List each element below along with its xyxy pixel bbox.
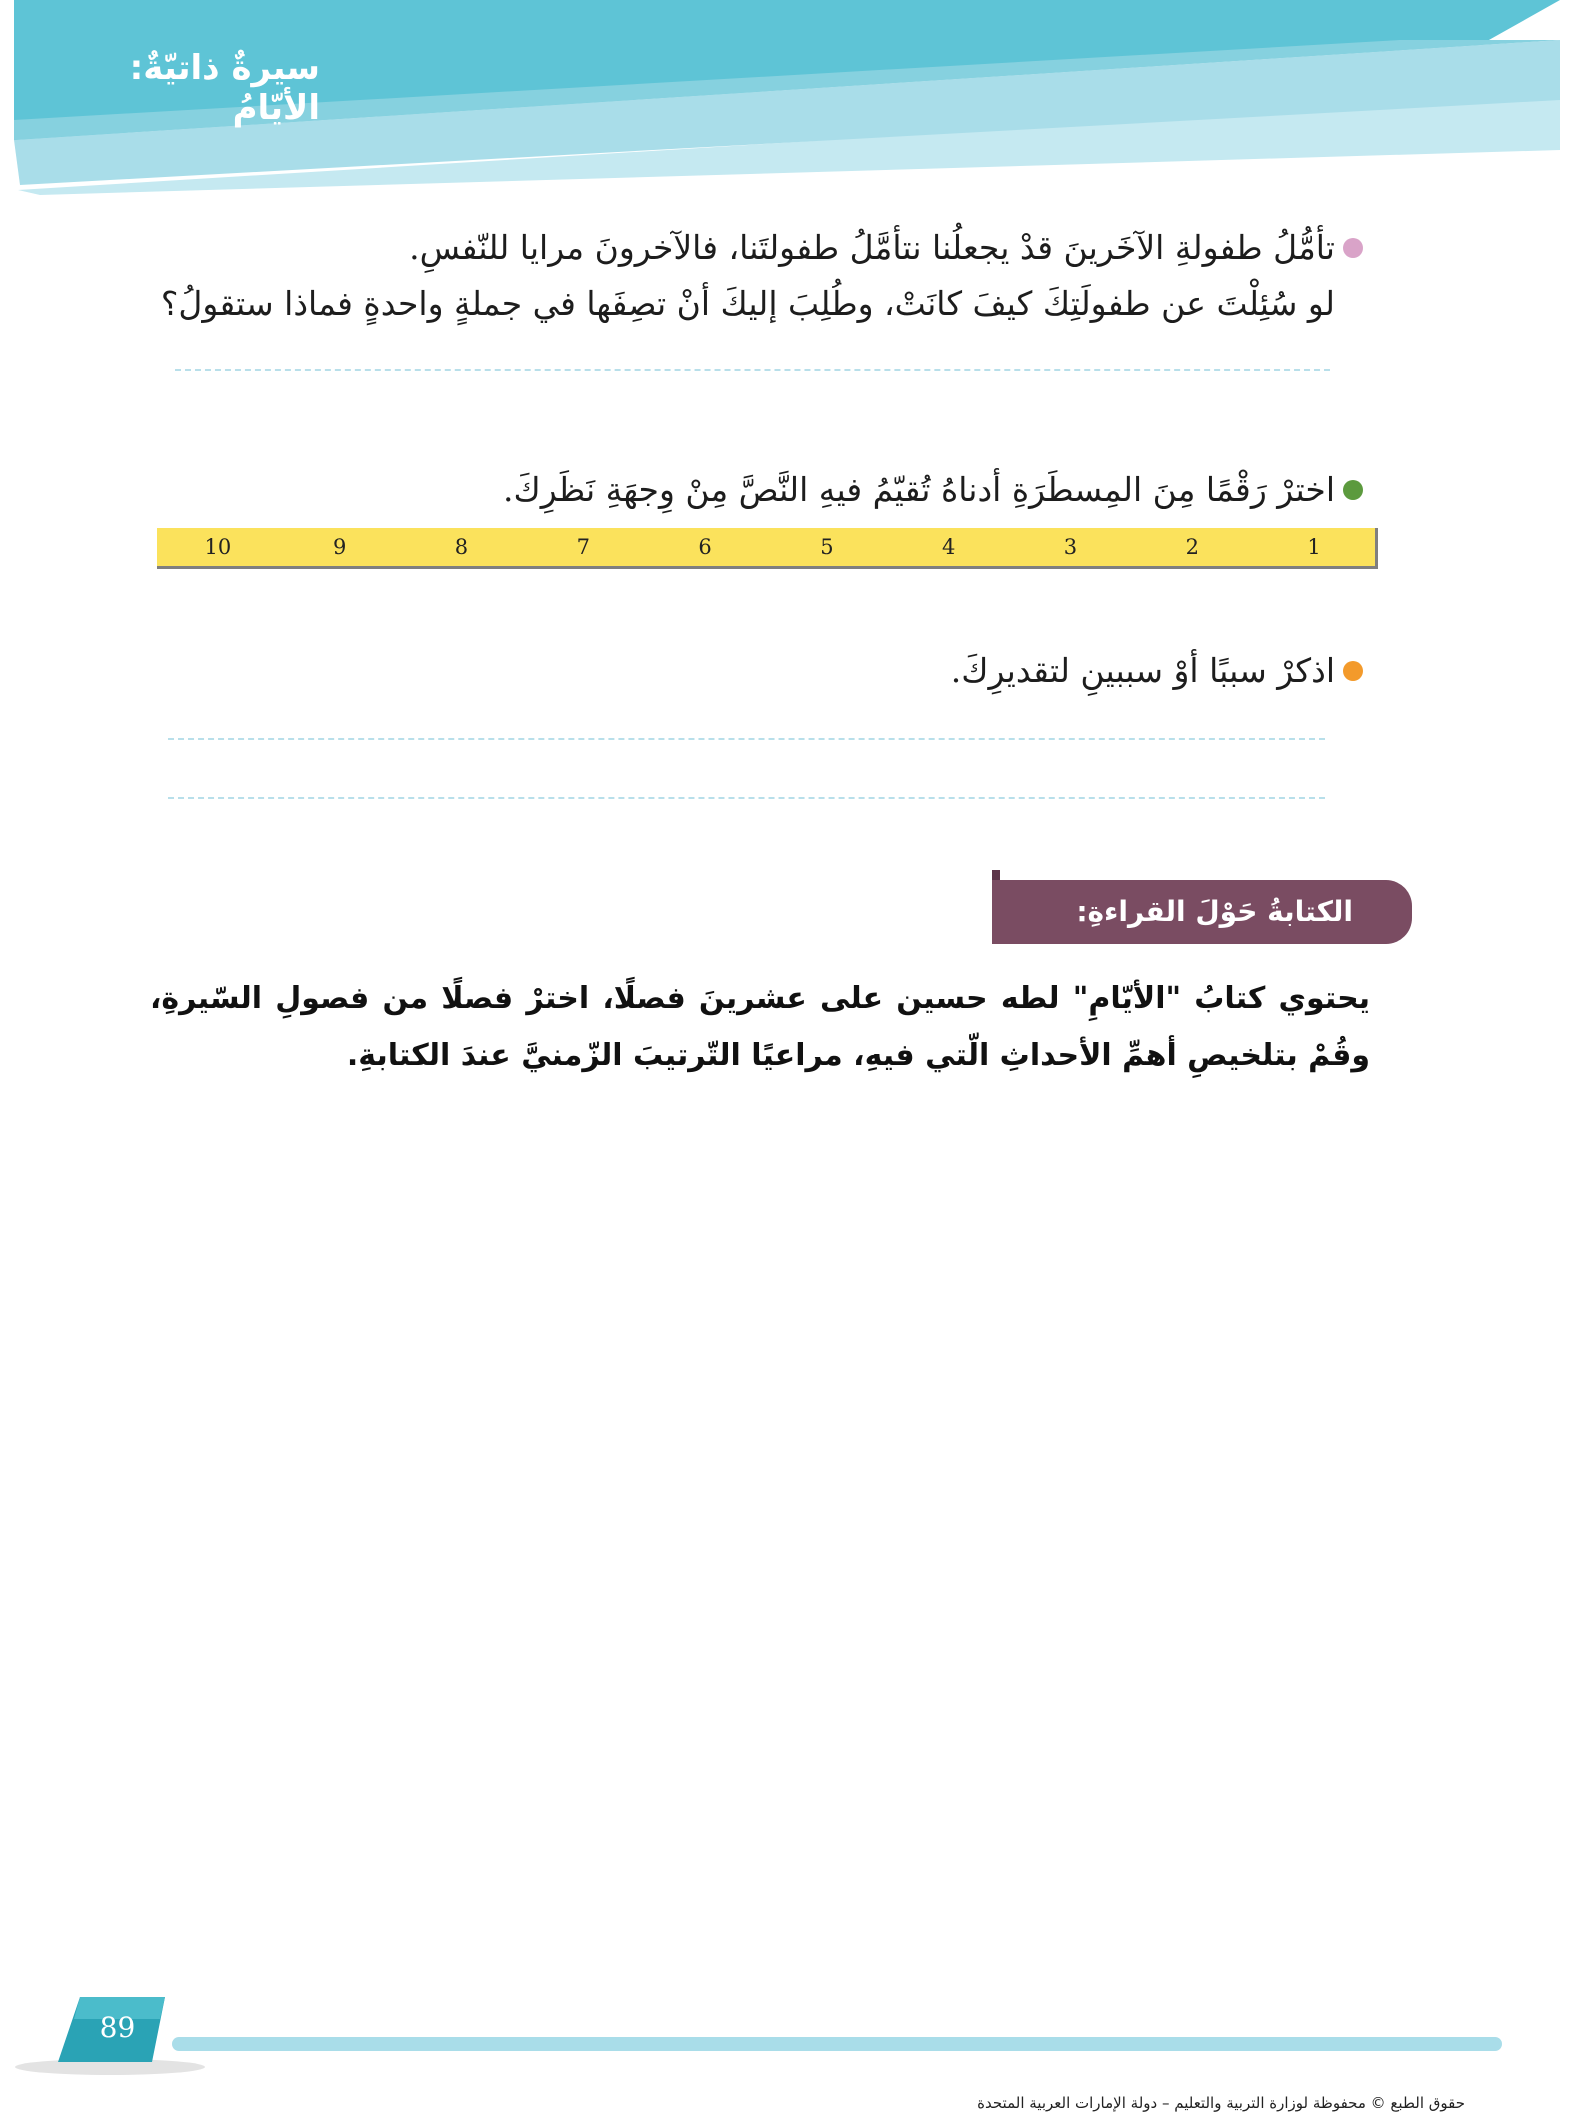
- writing-section-label: الكتابةُ حَوْلَ القراءةِ:: [1076, 895, 1353, 928]
- ruler-value-2[interactable]: 2: [1185, 535, 1199, 559]
- chapter-title: سيرةٌ ذاتيّةٌ: الأيّامُ: [129, 48, 320, 128]
- rating-ruler[interactable]: [157, 528, 1378, 569]
- ruler-value-4[interactable]: 4: [941, 535, 956, 559]
- question-1: [161, 220, 1363, 332]
- bullet-orange-icon: [1343, 661, 1363, 681]
- ruler-value-3[interactable]: 3: [1063, 535, 1078, 559]
- ruler-value-10[interactable]: 10: [204, 535, 232, 559]
- ruler-value-1[interactable]: 1: [1307, 535, 1321, 559]
- ruler-value-7[interactable]: 7: [576, 535, 590, 559]
- footer-bar: [0, 1985, 1575, 2085]
- page-number: 89: [99, 2010, 136, 2044]
- question-3-line-1: اذكرْ سببًا أوْ سببينِ لتقديرِكَ.: [950, 651, 1335, 690]
- question-1-line-2: لو سُئِلْتَ عن طفولَتِكَ كيفَ كانَتْ، وطُلِبَ إليكَ أنْ تصِفَها في جملةٍ واحدةٍ فماذا ستقولُ؟: [160, 284, 1335, 324]
- answer-line-2[interactable]: [168, 738, 1325, 740]
- bullet-green-icon: [1343, 480, 1363, 500]
- bullet-pink-icon: [1343, 238, 1363, 258]
- question-2-line-1: اخترْ رَقْمًا مِنَ المِسطَرَةِ أدناهُ تُقيّمُ فيهِ النَّصَّ مِنْ وِجهَةِ نَظَرِكَ.: [503, 470, 1335, 509]
- question-1-line-1: تأمُّلُ طفولةِ الآخَرينَ قدْ يجعلُنا نتأمَّلُ طفولتَنا، فالآخرونَ مرايا للنّفسِ.: [409, 228, 1335, 267]
- answer-line-3[interactable]: [168, 797, 1325, 799]
- ruler-value-8[interactable]: 8: [454, 535, 469, 559]
- writing-task-text: يحتوي كتابُ "الأيّامِ" لطه حسين على عشرينَ فصلًا، اخترْ فصلًا من فصولِ السّيرةِ، وقُمْ بتلخيصِ أهمِّ الأحداثِ الّتي فيهِ، مراعيًا التّرتيبَ الزّمنيَّ عندَ الكتابةِ.: [150, 981, 1370, 1073]
- copyright-notice: حقوق الطبع © محفوظة لوزارة التربية والتعليم – دولة الإمارات العربية المتحدة: [977, 2094, 1465, 2112]
- ruler-value-9[interactable]: 9: [333, 535, 347, 559]
- question-2: [503, 462, 1363, 518]
- ruler-value-5[interactable]: 5: [820, 535, 834, 559]
- ruler-value-6[interactable]: 6: [698, 535, 712, 559]
- question-3: [951, 643, 1363, 699]
- answer-line-1[interactable]: [175, 369, 1330, 371]
